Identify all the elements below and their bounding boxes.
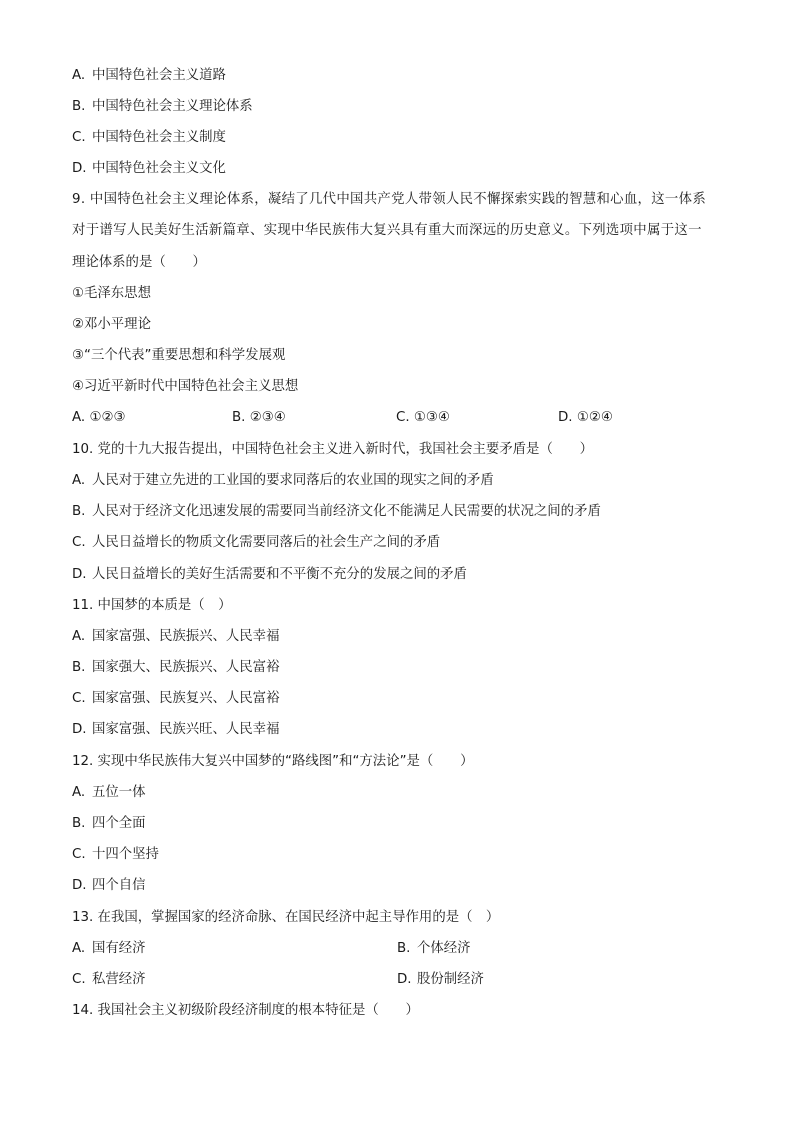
option-text: 四个自信: [92, 878, 146, 893]
question-9-stem-line-3: 理论体系的是（ ）: [72, 255, 206, 270]
option-text: 国家富强、民族振兴、人民幸福: [92, 629, 280, 644]
option-text: 人民日益增长的美好生活需要和不平衡不充分的发展之间的矛盾: [92, 567, 467, 582]
question-12-stem: 12. 实现中华民族伟大复兴中国梦的“路线图”和“方法论”是（ ）: [72, 754, 474, 769]
option-letter: A.: [72, 473, 86, 488]
question-11-stem: 11. 中国梦的本质是（ ）: [72, 598, 232, 613]
option-letter: B.: [72, 504, 86, 519]
option-letter: D.: [72, 161, 87, 176]
option-letter: A.: [72, 785, 86, 800]
option-text: 中国特色社会主义道路: [92, 68, 226, 83]
question-9-item: ③“三个代表”重要思想和科学发展观: [72, 348, 286, 363]
option-letter: B.: [72, 99, 86, 114]
question-9-item: ④习近平新时代中国特色社会主义思想: [72, 379, 299, 394]
option-text: 股份制经济: [417, 972, 484, 987]
option-text: 五位一体: [92, 785, 146, 800]
option-text: 国家富强、民族复兴、人民富裕: [92, 691, 280, 706]
option-text: 中国特色社会主义文化: [92, 161, 226, 176]
option-d: D. ①②④: [558, 410, 613, 425]
option-text: 十四个坚持: [92, 847, 159, 862]
option-letter: C.: [72, 691, 86, 706]
option-letter: C.: [72, 972, 86, 987]
question-13-options-row-1: [72, 939, 732, 959]
option-letter: A.: [72, 629, 86, 644]
question-9-stem-line-1: 9. 中国特色社会主义理论体系，凝结了几代中国共产党人带领人民不懈探索实践的智慧和心血，这一体系: [72, 192, 707, 207]
option-a: A. ①②③: [72, 410, 126, 425]
option-letter: D.: [72, 567, 87, 582]
question-14-stem: 14. 我国社会主义初级阶段经济制度的根本特征是（ ）: [72, 1003, 419, 1018]
option-letter: C.: [72, 130, 86, 145]
option-letter: B.: [72, 660, 86, 675]
option-text: 人民对于经济文化迅速发展的需要同当前经济文化不能满足人民需要的状况之间的矛盾: [92, 504, 601, 519]
option-text: 中国特色社会主义理论体系: [92, 99, 253, 114]
option-letter: A.: [72, 68, 86, 83]
question-9-stem-line-2: 对于谱写人民美好生活新篇章、实现中华民族伟大复兴具有重大而深远的历史意义。下列选项中属于这一: [72, 223, 702, 238]
option-letter: D.: [72, 722, 87, 737]
option-letter: B.: [397, 941, 411, 956]
question-13-stem: 13. 在我国，掌握国家的经济命脉、在国民经济中起主导作用的是（ ）: [72, 910, 500, 925]
option-text: 私营经济: [92, 972, 146, 987]
option-letter: D.: [72, 878, 87, 893]
question-10-stem: 10. 党的十九大报告提出，中国特色社会主义进入新时代，我国社会主要矛盾是（ ）: [72, 442, 594, 457]
option-letter: B.: [72, 816, 86, 831]
option-text: 国有经济: [92, 941, 146, 956]
question-13-options-row-2: [72, 970, 732, 990]
option-letter: C.: [72, 847, 86, 862]
question-9-options: [72, 408, 732, 428]
option-text: 人民对于建立先进的工业国的要求同落后的农业国的现实之间的矛盾: [92, 473, 494, 488]
option-text: 中国特色社会主义制度: [92, 130, 226, 145]
question-9-item: ②邓小平理论: [72, 317, 151, 332]
option-letter: C.: [72, 535, 86, 550]
option-letter: D.: [397, 972, 412, 987]
option-text: 国家强大、民族振兴、人民富裕: [92, 660, 280, 675]
option-b: B. ②③④: [232, 410, 286, 425]
question-9-item: ①毛泽东思想: [72, 286, 151, 301]
option-text: 个体经济: [417, 941, 471, 956]
option-c: C. ①③④: [396, 410, 450, 425]
option-text: 国家富强、民族兴旺、人民幸福: [92, 722, 280, 737]
option-text: 四个全面: [92, 816, 146, 831]
option-text: 人民日益增长的物质文化需要同落后的社会生产之间的矛盾: [92, 535, 441, 550]
option-letter: A.: [72, 941, 86, 956]
